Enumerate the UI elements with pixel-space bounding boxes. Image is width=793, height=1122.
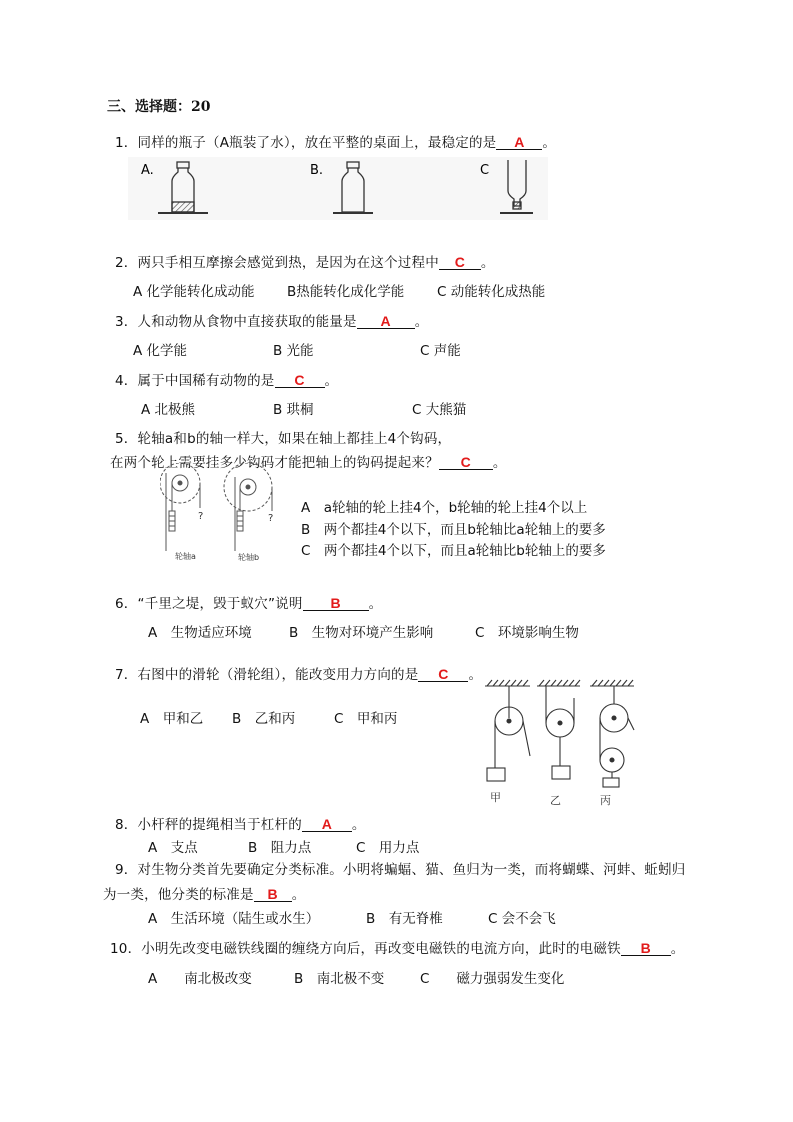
question-end: 。 bbox=[480, 255, 495, 271]
option-c: C 磁力强弱发生变化 bbox=[420, 971, 565, 987]
option-a: A 化学能转化成动能 bbox=[133, 284, 255, 300]
answer-blank: C bbox=[275, 374, 325, 388]
option-a: A 生物适应环境 bbox=[148, 625, 252, 641]
question-7 bbox=[115, 663, 482, 683]
fig-label-a: A. bbox=[141, 163, 154, 178]
question-text: 属于中国稀有动物的是 bbox=[137, 373, 275, 389]
option-a: A 南北极改变 bbox=[148, 971, 252, 987]
question-end: 。 bbox=[492, 455, 507, 471]
question-text: 同样的瓶子（A瓶装了水），放在平整的桌面上，最稳定的是 bbox=[137, 135, 497, 151]
option-b: B 珙桐 bbox=[273, 402, 314, 418]
question-text: 轮轴a和b的轴一样大，如果在轴上都挂上4个钩码， bbox=[137, 431, 452, 447]
option-c: C 甲和丙 bbox=[334, 711, 398, 727]
question-mark-a: ? bbox=[198, 511, 204, 522]
question-text: 对生物分类首先要确定分类标准。小明将蝙蝠、猫、鱼归为一类，而将蝴蝶、河蚌、蚯蚓归 bbox=[137, 862, 686, 878]
question-mark-b: ? bbox=[268, 513, 274, 524]
option-a: A 北极熊 bbox=[141, 402, 196, 418]
question-text: “千里之堤，毁于蚁穴”说明 bbox=[137, 596, 303, 612]
answer-blank: A bbox=[496, 136, 542, 150]
question-6 bbox=[115, 592, 382, 612]
question-text: 小明先改变电磁铁线圈的缠绕方向后，再改变电磁铁的电流方向，此时的电磁铁 bbox=[141, 941, 621, 957]
question-number: 6． bbox=[115, 596, 138, 612]
question-number: 4． bbox=[115, 373, 138, 389]
question-end: 。 bbox=[351, 817, 366, 833]
answer-blank: B bbox=[303, 597, 369, 611]
option-c: C 用力点 bbox=[356, 840, 420, 856]
question-4 bbox=[115, 369, 338, 389]
question-10 bbox=[110, 937, 684, 957]
option-c: C 大熊猫 bbox=[412, 402, 467, 418]
answer-blank: A bbox=[357, 315, 415, 329]
option-a: A 生活环境（陆生或水生） bbox=[148, 911, 320, 927]
answer-blank: A bbox=[302, 818, 352, 832]
option-b: B 乙和丙 bbox=[232, 711, 296, 727]
wheel-axle-figure bbox=[160, 463, 285, 563]
option-a: A a轮轴的轮上挂4个，b轮轴的轮上挂4个以上 bbox=[301, 500, 588, 516]
option-c: C 动能转化成热能 bbox=[437, 284, 546, 300]
question-end: 。 bbox=[368, 596, 383, 612]
answer-blank: C bbox=[439, 256, 481, 270]
question-end: 。 bbox=[291, 887, 306, 903]
question-end: 。 bbox=[324, 373, 339, 389]
question-number: 7． bbox=[115, 667, 138, 683]
question-text: 右图中的滑轮（滑轮组），能改变用力方向的是 bbox=[137, 667, 419, 683]
section-title: 三、选择题：20 bbox=[107, 99, 211, 115]
question-end: 。 bbox=[670, 941, 685, 957]
question-number: 10． bbox=[110, 941, 142, 957]
answer-blank: C bbox=[418, 668, 468, 682]
label-jia: 甲 bbox=[490, 791, 501, 804]
option-b: B 阻力点 bbox=[248, 840, 312, 856]
label-bing: 丙 bbox=[600, 794, 611, 807]
option-c: C 两个都挂4个以下，而且a轮轴比b轮轴上的要多 bbox=[301, 543, 606, 559]
label-wheel-b: 轮轴b bbox=[238, 553, 260, 562]
option-c: C 环境影响生物 bbox=[475, 625, 579, 641]
question-3 bbox=[115, 310, 428, 330]
question-text: 人和动物从食物中直接获取的能量是 bbox=[137, 314, 357, 330]
question-5 bbox=[115, 427, 451, 447]
question-text: 在两个轮上需要挂多少钩码才能把轴上的钩码提起来？ bbox=[110, 455, 439, 471]
question-text: 小杆秤的提绳相当于杠杆的 bbox=[137, 817, 302, 833]
question-number: 9． bbox=[115, 862, 138, 878]
question-text: 两只手相互摩擦会感觉到热，是因为在这个过程中 bbox=[137, 255, 439, 271]
question-text: 为一类，他分类的标准是 bbox=[103, 887, 254, 903]
question-1 bbox=[115, 131, 556, 151]
question-8 bbox=[115, 813, 366, 833]
question-end: 。 bbox=[468, 667, 483, 683]
answer-blank: C bbox=[439, 456, 493, 470]
option-b: B热能转化成化学能 bbox=[287, 284, 405, 300]
option-b: B 光能 bbox=[273, 343, 314, 359]
question-end: 。 bbox=[414, 314, 429, 330]
option-a: A 支点 bbox=[148, 840, 198, 856]
answer-blank: B bbox=[621, 942, 671, 956]
answer-blank: B bbox=[254, 888, 292, 902]
question-number: 3． bbox=[115, 314, 138, 330]
question-end: 。 bbox=[542, 135, 557, 151]
question-9 bbox=[115, 858, 686, 878]
option-b: B 南北极不变 bbox=[294, 971, 385, 987]
option-c: C 会不会飞 bbox=[488, 911, 556, 927]
label-wheel-a: 轮轴a bbox=[175, 552, 196, 561]
option-b: B 有无脊椎 bbox=[366, 911, 443, 927]
bottles-figure bbox=[128, 157, 548, 220]
option-b: B 两个都挂4个以下，而且b轮轴比a轮轴上的要多 bbox=[301, 522, 606, 538]
pulley-figure bbox=[482, 678, 650, 808]
option-a: A 化学能 bbox=[133, 343, 188, 359]
question-number: 1． bbox=[115, 135, 138, 151]
label-yi: 乙 bbox=[550, 794, 561, 807]
fig-label-b: B. bbox=[310, 163, 324, 178]
question-number: 8． bbox=[115, 817, 138, 833]
option-c: C 声能 bbox=[420, 343, 461, 359]
option-a: A 甲和乙 bbox=[140, 711, 204, 727]
question-number: 5． bbox=[115, 431, 138, 447]
option-b: B 生物对环境产生影响 bbox=[289, 625, 434, 641]
question-number: 2． bbox=[115, 255, 138, 271]
fig-label-c: C bbox=[480, 163, 490, 178]
question-9-line2 bbox=[103, 883, 305, 903]
question-2 bbox=[115, 251, 495, 271]
